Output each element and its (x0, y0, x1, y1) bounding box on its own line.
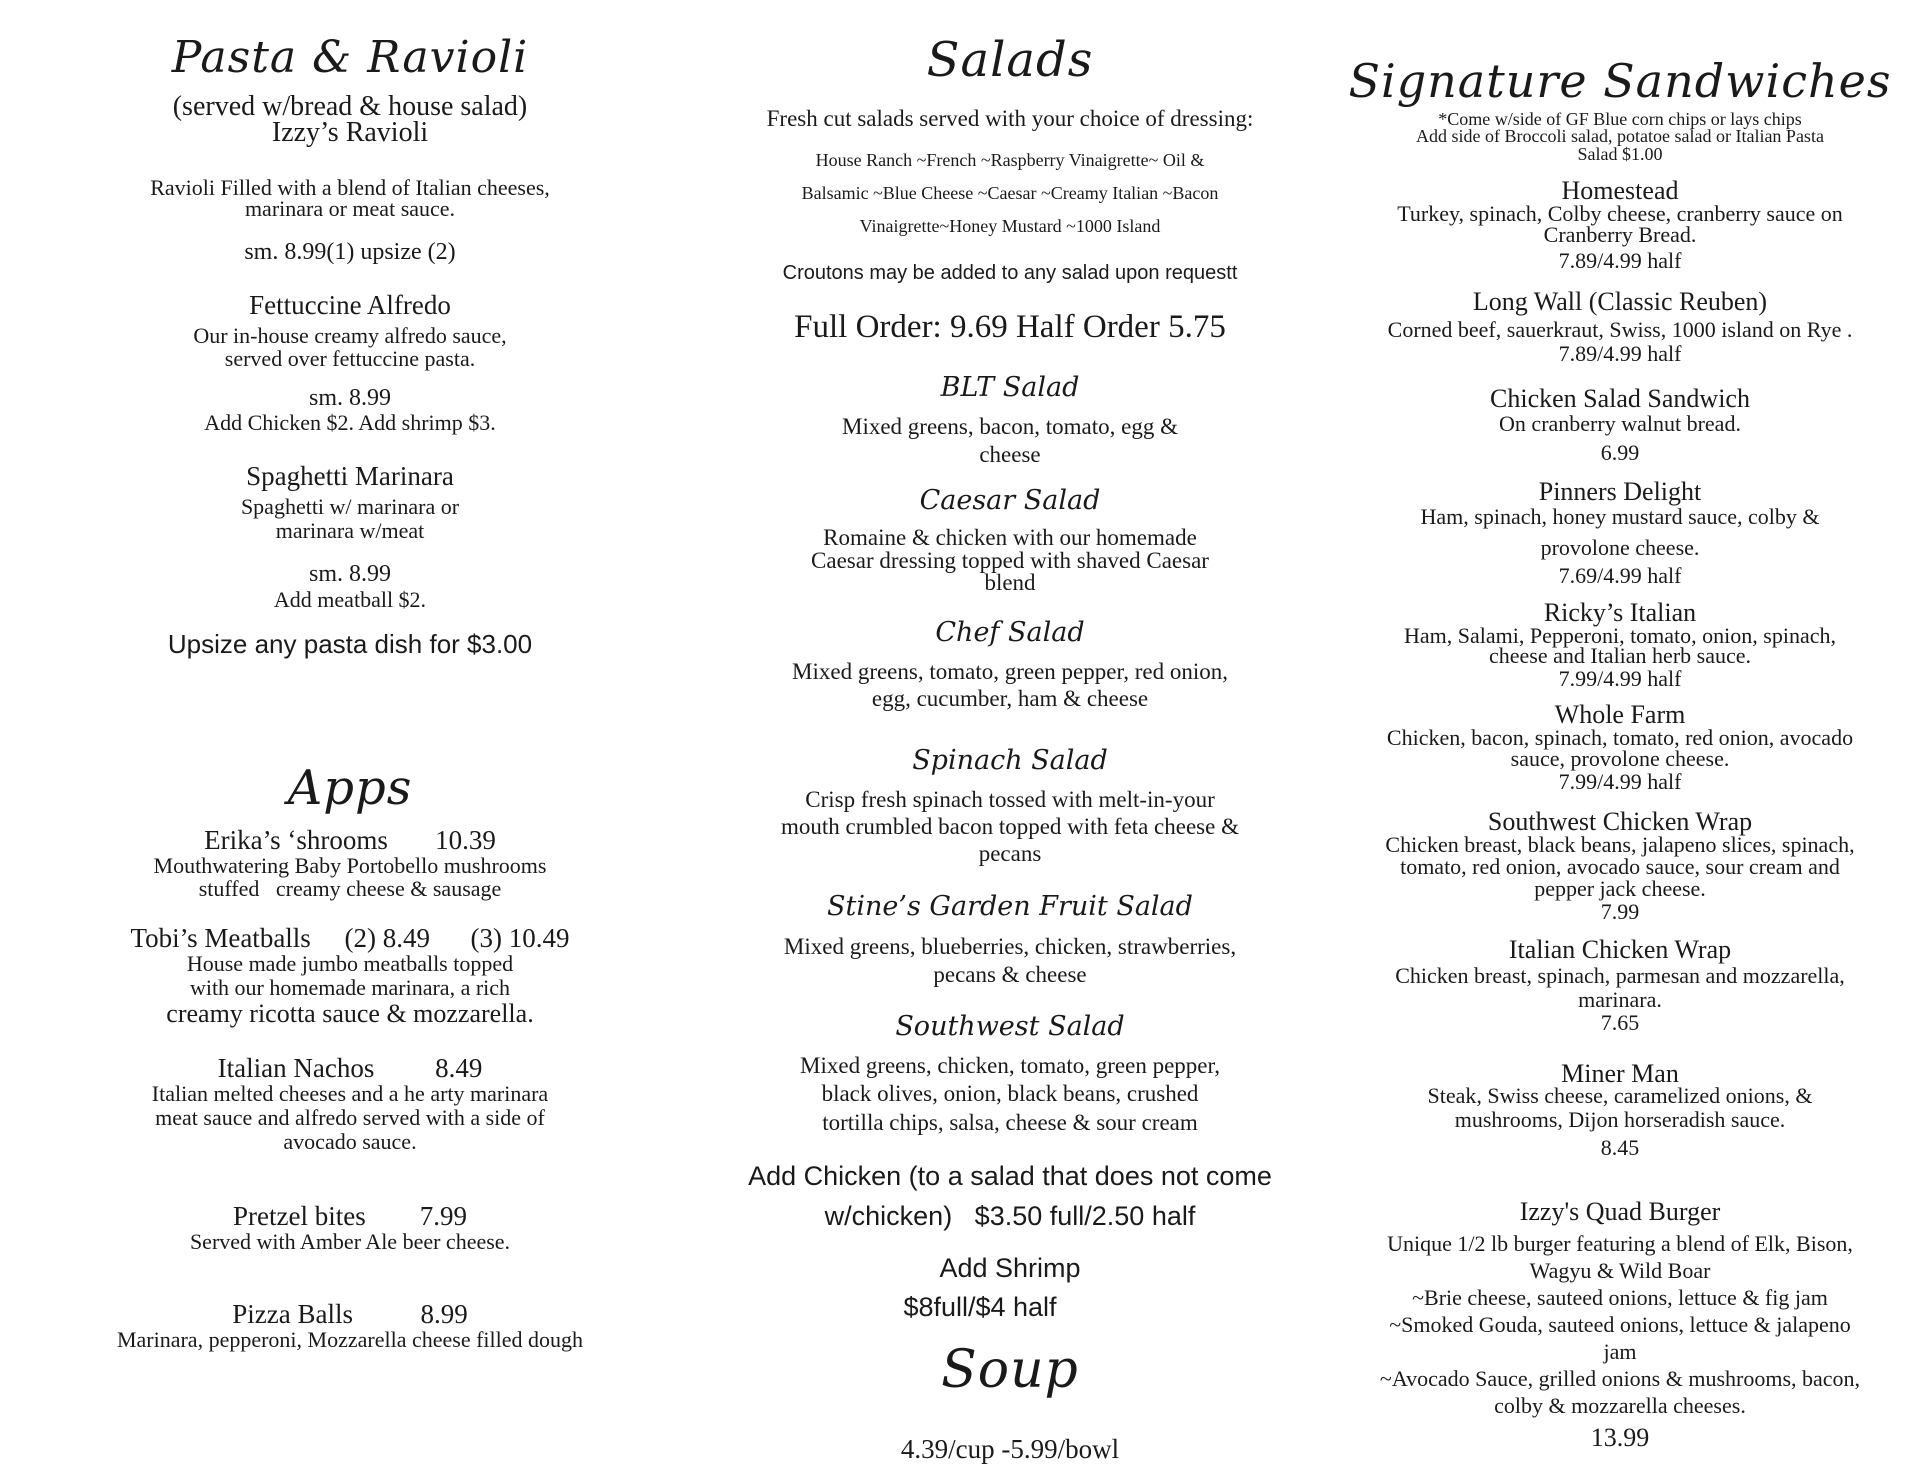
spinach-salad-desc-1: Crisp fresh spinach tossed with melt-in-your (805, 787, 1215, 812)
southwest-salad-desc-3: tortilla chips, salsa, cheese & sour cream (822, 1110, 1198, 1135)
sandwiches-heading: Signature Sandwiches (1348, 54, 1892, 108)
southwest-wrap-desc-3: pepper jack cheese. (1534, 876, 1706, 901)
tobi-desc-3: creamy ricotta sauce & mozzarella. (166, 999, 534, 1028)
sandwich-note-1: *Come w/side of GF Blue corn chips or lays chips (1438, 109, 1802, 129)
homestead-desc-2: Cranberry Bread. (1543, 222, 1697, 247)
pasta-subtitle: (served w/bread & house salad) (172, 91, 528, 122)
pinners-price: 7.69/4.99 half (1558, 563, 1682, 588)
southwest-salad-title: Southwest Salad (895, 1011, 1125, 1042)
italian-wrap-desc-2: marinara. (1578, 987, 1662, 1012)
ricky-desc-1: Ham, Salami, Pepperoni, tomato, onion, spinach, (1404, 623, 1836, 648)
miner-man-price: 8.45 (1600, 1135, 1640, 1160)
chicken-salad-sandwich-title: Chicken Salad Sandwich (1490, 384, 1750, 413)
add-shrimp-line-2: $8full/$4 half (903, 1292, 1057, 1322)
fruit-salad-desc-2: pecans & cheese (933, 962, 1087, 987)
blt-salad-desc-1: Mixed greens, bacon, tomato, egg & (842, 414, 1178, 439)
fettuccine-desc-2: served over fettuccine pasta. (224, 346, 476, 371)
caesar-salad-title: Caesar Salad (919, 485, 1101, 516)
dressings-line-1: House Ranch ~French ~Raspberry Vinaigrette~ Oil & (815, 150, 1205, 170)
caesar-salad-desc-3: blend (984, 570, 1036, 595)
longwall-title: Long Wall (Classic Reuben) (1472, 287, 1768, 316)
fettuccine-price: sm. 8.99 (308, 385, 391, 411)
salads-intro: Fresh cut salads served with your choice of dressing: (766, 106, 1254, 131)
quad-burger-option-1: ~Brie cheese, sauteed onions, lettuce & fig jam (1412, 1285, 1828, 1310)
spaghetti-title: Spaghetti Marinara (246, 461, 454, 491)
quad-burger-option-2a: ~Smoked Gouda, sauteed onions, lettuce & jalapeno (1389, 1312, 1851, 1337)
miner-man-desc-2: mushrooms, Dijon horseradish sauce. (1454, 1107, 1786, 1132)
upsize-note: Upsize any pasta dish for $3.00 (167, 629, 533, 659)
chicken-salad-sandwich-price: 6.99 (1600, 440, 1640, 465)
southwest-salad-desc-1: Mixed greens, chicken, tomato, green pepper, (800, 1053, 1220, 1078)
croutons-note: Croutons may be added to any salad upon requestt (782, 262, 1238, 284)
sandwich-note-3: Salad $1.00 (1577, 144, 1663, 164)
chef-salad-desc-2: egg, cucumber, ham & cheese (871, 686, 1149, 711)
tobi-desc-1: House made jumbo meatballs topped (186, 951, 514, 976)
longwall-price: 7.89/4.99 half (1558, 341, 1682, 366)
ricky-desc-2: cheese and Italian herb sauce. (1488, 643, 1752, 668)
fruit-salad-title: Stine’s Garden Fruit Salad (827, 891, 1193, 922)
salad-order-price: Full Order: 9.69 Half Order 5.75 (794, 309, 1226, 345)
spinach-salad-desc-3: pecans (978, 841, 1042, 866)
erika-title: Erika’s ‘shrooms 10.39 (204, 825, 496, 855)
whole-farm-title: Whole Farm (1554, 700, 1686, 729)
tobi-desc-2: with our homemade marinara, a rich (189, 975, 511, 1000)
nachos-desc-1: Italian melted cheeses and a he arty marinara (151, 1081, 549, 1106)
italian-wrap-title: Italian Chicken Wrap (1508, 935, 1732, 964)
southwest-wrap-price: 7.99 (1600, 899, 1640, 924)
fettuccine-addons: Add Chicken $2. Add shrimp $3. (204, 410, 496, 435)
spinach-salad-desc-2: mouth crumbled bacon topped with feta cheese & (781, 814, 1239, 839)
izzys-ravioli-title: Izzy’s Ravioli (271, 117, 429, 148)
pinners-desc-1: Ham, spinach, honey mustard sauce, colby & (1420, 504, 1820, 529)
tobi-title: Tobi’s Meatballs (2) 8.49 (3) 10.49 (130, 923, 570, 953)
quad-burger-option-2b: jam (1603, 1339, 1637, 1364)
spaghetti-desc-1: Spaghetti w/ marinara or (240, 494, 460, 519)
izzys-ravioli-desc-1: Ravioli Filled with a blend of Italian cheeses, (150, 175, 550, 200)
homestead-desc-1: Turkey, spinach, Colby cheese, cranberry sauce on (1397, 201, 1843, 226)
homestead-title: Homestead (1561, 176, 1679, 205)
quad-burger-title: Izzy's Quad Burger (1519, 1197, 1721, 1226)
chef-salad-desc-1: Mixed greens, tomato, green pepper, red onion, (792, 659, 1228, 684)
quad-burger-option-3a: ~Avocado Sauce, grilled onions & mushrooms, bacon, (1379, 1366, 1861, 1391)
nachos-title: Italian Nachos 8.49 (217, 1053, 483, 1083)
miner-man-desc-1: Steak, Swiss cheese, caramelized onions, & (1427, 1083, 1813, 1108)
spaghetti-price: sm. 8.99 (308, 561, 391, 587)
soup-heading: Soup (941, 1340, 1079, 1400)
southwest-wrap-desc-1: Chicken breast, black beans, jalapeno slices, spinach, (1385, 832, 1855, 857)
salads-heading: Salads (926, 32, 1094, 88)
dressings-line-2: Balsamic ~Blue Cheese ~Caesar ~Creamy Italian ~Bacon (801, 183, 1219, 203)
longwall-desc: Corned beef, sauerkraut, Swiss, 1000 island on Rye . (1387, 317, 1853, 342)
erika-desc-1: Mouthwatering Baby Portobello mushrooms (153, 853, 547, 878)
caesar-salad-desc-2: Caesar dressing topped with shaved Caesar (811, 548, 1209, 573)
southwest-salad-desc-2: black olives, onion, black beans, crushed (821, 1081, 1199, 1106)
fruit-salad-desc-1: Mixed greens, blueberries, chicken, strawberries, (783, 934, 1237, 959)
quad-burger-price: 13.99 (1590, 1423, 1650, 1452)
spaghetti-addons: Add meatball $2. (273, 587, 427, 612)
blt-salad-desc-2: cheese (979, 442, 1041, 467)
pasta-heading: Pasta & Ravioli (171, 32, 529, 83)
pretzel-title: Pretzel bites 7.99 (233, 1201, 467, 1231)
chef-salad-title: Chef Salad (935, 617, 1085, 648)
spaghetti-desc-2: marinara w/meat (275, 518, 425, 543)
pinners-desc-2: provolone cheese. (1540, 535, 1700, 560)
quad-burger-desc-2: Wagyu & Wild Boar (1529, 1258, 1711, 1283)
pretzel-desc: Served with Amber Ale beer cheese. (189, 1229, 511, 1254)
whole-farm-desc-1: Chicken, bacon, spinach, tomato, red onion, avocado (1386, 725, 1854, 750)
dressings-line-3: Vinaigrette~Honey Mustard ~1000 Island (859, 216, 1161, 236)
pizza-balls-title: Pizza Balls 8.99 (232, 1299, 468, 1329)
blt-salad-title: BLT Salad (940, 372, 1080, 403)
whole-farm-price: 7.99/4.99 half (1558, 769, 1682, 794)
italian-wrap-price: 7.65 (1600, 1010, 1640, 1035)
fettuccine-title: Fettuccine Alfredo (249, 290, 451, 320)
add-shrimp-line-1: Add Shrimp (939, 1253, 1081, 1283)
italian-wrap-desc-1: Chicken breast, spinach, parmesan and mozzarella, (1395, 963, 1845, 988)
add-chicken-line-2: w/chicken) $3.50 full/2.50 half (824, 1201, 1196, 1231)
sandwich-note-2: Add side of Broccoli salad, potatoe salad or Italian Pasta (1416, 126, 1824, 146)
ricky-title: Ricky’s Italian (1543, 598, 1697, 627)
ricky-price: 7.99/4.99 half (1558, 666, 1682, 691)
soup-price: 4.39/cup -5.99/bowl (900, 1434, 1120, 1464)
spinach-salad-title: Spinach Salad (912, 745, 1108, 776)
homestead-price: 7.89/4.99 half (1558, 248, 1682, 273)
chicken-salad-sandwich-desc: On cranberry walnut bread. (1499, 411, 1741, 436)
whole-farm-desc-2: sauce, provolone cheese. (1510, 746, 1730, 771)
southwest-wrap-desc-2: tomato, red onion, avocado sauce, sour cream and (1400, 854, 1840, 879)
fettuccine-desc-1: Our in-house creamy alfredo sauce, (193, 323, 507, 348)
southwest-wrap-title: Southwest Chicken Wrap (1487, 807, 1753, 836)
nachos-desc-3: avocado sauce. (283, 1129, 417, 1154)
nachos-desc-2: meat sauce and alfredo served with a side of (155, 1105, 545, 1130)
izzys-ravioli-price: sm. 8.99(1) upsize (2) (244, 239, 456, 265)
apps-heading: Apps (287, 760, 413, 816)
pinners-title: Pinners Delight (1538, 477, 1702, 506)
miner-man-title: Miner Man (1561, 1059, 1679, 1088)
quad-burger-option-3b: colby & mozzarella cheeses. (1494, 1393, 1746, 1418)
erika-desc-2: stuffed creamy cheese & sausage (198, 876, 502, 901)
caesar-salad-desc-1: Romaine & chicken with our homemade (823, 525, 1197, 550)
izzys-ravioli-desc-2: marinara or meat sauce. (244, 196, 456, 221)
pizza-balls-desc: Marinara, pepperoni, Mozzarella cheese filled dough (116, 1327, 584, 1352)
add-chicken-line-1: Add Chicken (to a salad that does not come (748, 1161, 1272, 1191)
quad-burger-desc-1: Unique 1/2 lb burger featuring a blend of Elk, Bison, (1387, 1231, 1853, 1256)
